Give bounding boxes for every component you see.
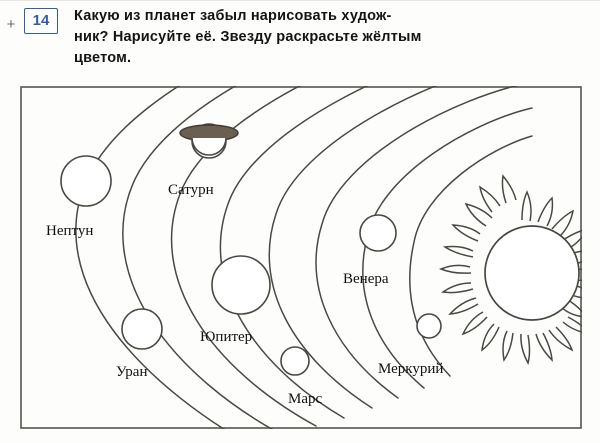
sun-body [485,226,579,320]
mercury-body [417,314,441,338]
task-line-2: ник? Нарисуйте её. Звезду раскрасьте жёлтым [74,29,422,45]
sun-star [441,176,582,363]
label-mars: Марс [288,391,323,407]
plus-mark-icon: + [6,16,16,33]
mars-body [281,347,309,375]
label-mercury: Меркурий [378,361,444,377]
task-number-badge: 14 [24,8,58,34]
label-venus: Венера [343,271,389,287]
label-uranus: Уран [116,364,148,380]
orbit-jupiter [220,86,532,418]
task-line-3: цветом. [74,50,132,66]
saturn-planet [180,124,238,158]
uranus-body [122,309,162,349]
task-line-1: Какую из планет забыл нарисовать худож- [74,8,392,24]
label-saturn: Сатурн [168,182,214,198]
solar-system-drawing [20,86,582,429]
label-jupiter: Юпитер [200,329,253,345]
solar-system-figure [20,86,582,429]
venus-body [360,215,396,251]
task-header [0,0,600,80]
task-instruction-text [74,6,586,69]
jupiter-body [212,256,270,314]
label-neptune: Нептун [46,223,94,239]
neptune-body [61,156,111,206]
